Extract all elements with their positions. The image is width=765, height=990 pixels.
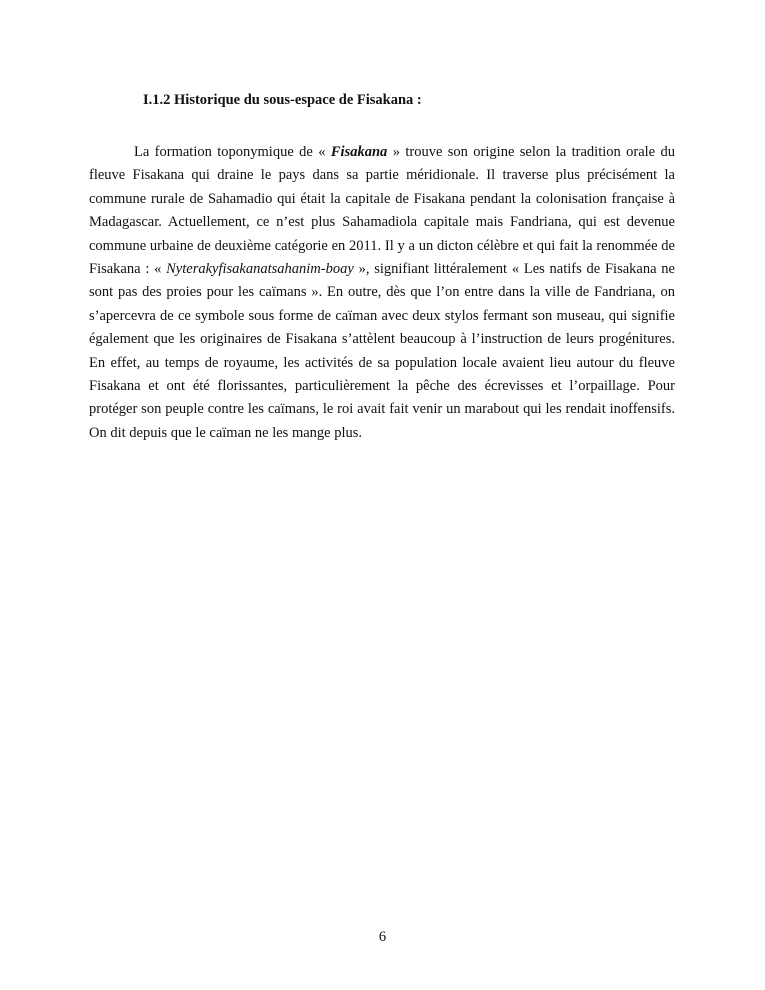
paragraph-text-1: La formation toponymique de «	[134, 144, 331, 160]
section-heading: I.1.2 Historique du sous-espace de Fisakana :	[143, 92, 422, 108]
proverb-italic: Nyterakyfisakanatsahanim-boay	[166, 261, 354, 278]
body-paragraph	[89, 141, 675, 445]
place-name-emphasis: Fisakana	[330, 144, 388, 160]
paragraph-text-2: » trouve son origine selon la tradition orale du fleuve Fisakana qui draine le pays dans sa partie méridionale. Il traverse plus précisément la commune rurale de Sahamadio qui était la capitale de Fisakana pendant la colonisation française à Madagascar. Actuellement, ce n’est plus Sahamadiola capitale mais Fandriana, qui est devenue commune urbaine de deuxième catégorie en 2011. Il y a un dicton célèbre et qui fait la renommée de Fisakana : «	[89, 144, 676, 278]
paragraph-text-3: », signifiant littéralement « Les natifs de Fisakana ne sont pas des proies pour les caïmans ». En outre, dès que l’on entre dans la ville de Fandriana, on s’apercevra de ce symbole sous forme de caïman avec deux stylos fermant son museau, qui signifie également que les originaires de Fisakana s’attèlent beaucoup à l’instruction de leurs progénitures. En effet, au temps de royaume, les activités de sa population locale avaient lieu autour du fleuve Fisakana et ont été florissantes, particulièrement la pêche des écrevisses et l’orpaillage. Pour protéger son peuple contre les caïmans, le roi avait fait venir un marabout qui les rendait inoffensifs. On dit depuis que le caïman ne les mange plus.	[89, 261, 675, 441]
page-number: 6	[378, 929, 387, 945]
